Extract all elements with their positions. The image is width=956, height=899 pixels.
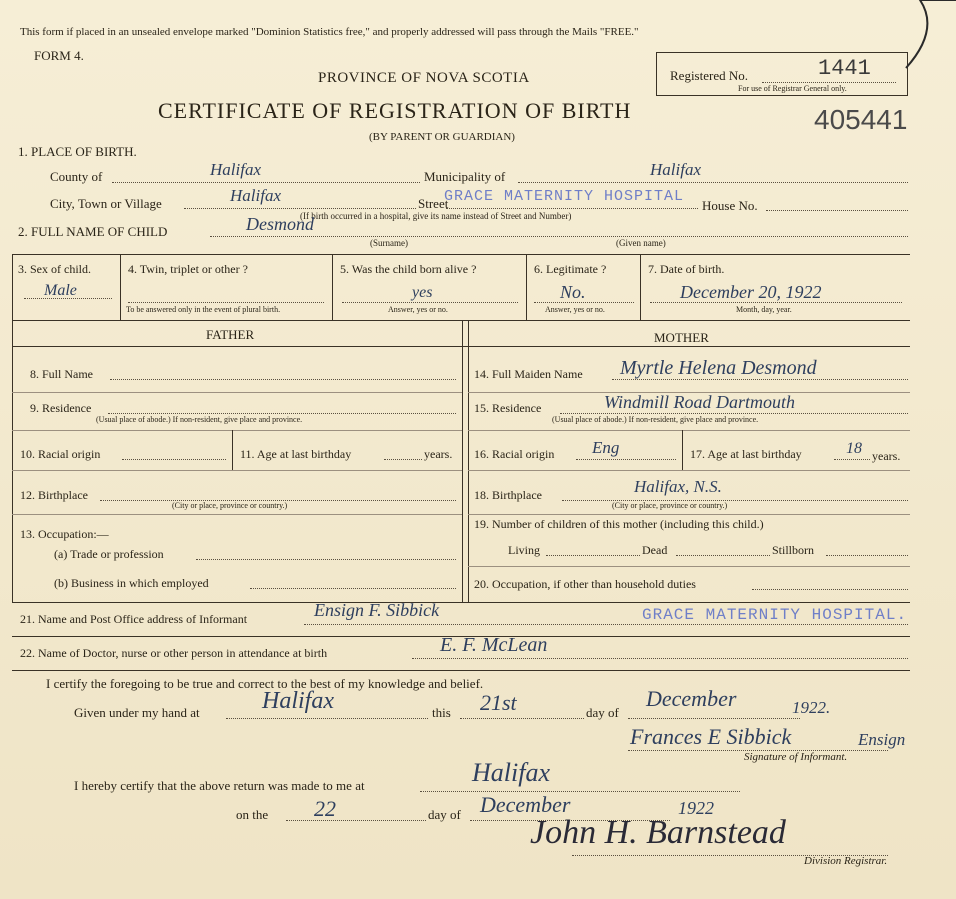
sex-label: 3. Sex of child. (18, 262, 91, 276)
on-the-label: on the (236, 807, 269, 822)
registrar-year-value: 1922 (678, 798, 714, 818)
father-years: years. (424, 447, 453, 461)
mother-birthplace-value: Halifax, N.S. (634, 477, 722, 496)
street-stamp: GRACE MATERNITY HOSPITAL (444, 188, 685, 205)
given-label: Given under my hand at (74, 705, 200, 720)
registrar-place-value: Halifax (472, 758, 550, 787)
mother-birthplace-label: 18. Birthplace (474, 488, 542, 502)
house-label: House No. (702, 198, 758, 213)
alive-label: 5. Was the child born alive ? (340, 262, 477, 276)
certify-statement: I certify the foregoing to be true and correct to the best of my knowledge and belief. (46, 676, 484, 691)
informant-signature: Frances E Sibbick (630, 724, 792, 749)
page-title: CERTIFICATE OF REGISTRATION OF BIRTH (158, 98, 632, 123)
sex-value: Male (44, 282, 77, 299)
registrar-month-value: December (480, 792, 571, 817)
mother-racial-value: Eng (592, 438, 620, 457)
registrar-statement: I hereby certify that the above return was made to me at (74, 778, 365, 793)
mother-children-label: 19. Number of children of this mother (including this child.) (474, 517, 764, 531)
mother-racial-label: 16. Racial origin (474, 447, 555, 461)
mother-name-label: 14. Full Maiden Name (474, 367, 583, 381)
father-birthplace-note: (City or place, province or country.) (172, 501, 288, 510)
municipality-value: Halifax (650, 160, 701, 179)
dob-label: 7. Date of birth. (648, 262, 725, 276)
given-year-value: 1922. (792, 698, 831, 717)
city-label: City, Town or Village (50, 196, 162, 211)
stamp-number: 405441 (814, 104, 908, 135)
twin-note: To be answered only in the event of plural birth. (126, 305, 281, 314)
twin-label: 4. Twin, triplet or other ? (128, 262, 248, 276)
child-name-label: 2. FULL NAME OF CHILD (18, 224, 168, 239)
mother-age-label: 17. Age at last birthday (690, 447, 802, 461)
mother-residence-value: Windmill Road Dartmouth (604, 392, 796, 412)
father-age-label: 11. Age at last birthday (240, 447, 352, 461)
alive-note: Answer, yes or no. (388, 305, 448, 314)
father-birthplace-label: 12. Birthplace (20, 488, 88, 502)
alive-value: yes (412, 284, 433, 301)
mother-years: years. (872, 449, 901, 463)
province-heading: PROVINCE OF NOVA SCOTIA (318, 70, 530, 86)
county-value: Halifax (210, 160, 261, 179)
doctor-label: 22. Name of Doctor, nurse or other person in attendance at birth (20, 646, 328, 660)
this-label: this (432, 705, 451, 720)
mother-birthplace-note: (City or place, province or country.) (612, 501, 728, 510)
mail-notice: This form if placed in an unsealed envelope marked "Dominion Statistics free," and properly addressed will pass through the Mails "FREE." (20, 26, 639, 38)
registrar-use-note: For use of Registrar General only. (738, 84, 847, 93)
dob-value: December 20, 1922 (680, 282, 822, 302)
form-number: FORM 4. (34, 48, 84, 63)
dob-note: Month, day, year. (736, 305, 792, 314)
father-residence-label: 9. Residence (30, 401, 92, 415)
father-business-label: (b) Business in which employed (54, 576, 209, 590)
given-place-value: Halifax (262, 688, 334, 714)
mother-heading: MOTHER (654, 330, 709, 345)
legitimate-label: 6. Legitimate ? (534, 262, 607, 276)
registrar-day-value: 22 (314, 796, 336, 821)
father-heading: FATHER (206, 327, 255, 342)
child-surname-value: Desmond (246, 214, 314, 234)
given-day-of-label: day of (586, 705, 619, 720)
doctor-value: E. F. McLean (440, 634, 548, 656)
father-occupation-label: 13. Occupation:— (20, 527, 109, 541)
county-label: County of (50, 169, 103, 184)
father-name-label: 8. Full Name (30, 367, 93, 381)
father-racial-label: 10. Racial origin (20, 447, 101, 461)
given-month-value: December (646, 686, 737, 711)
given-name-caption: (Given name) (616, 238, 666, 248)
registered-label: Registered No. (670, 68, 748, 83)
informant-value: Ensign F. Sibbick (314, 600, 440, 620)
mother-residence-note: (Usual place of abode.) If non-resident, give place and province. (552, 415, 759, 424)
mother-name-value: Myrtle Helena Desmond (620, 357, 817, 379)
mother-occupation-label: 20. Occupation, if other than household duties (474, 577, 696, 591)
page-subtitle: (BY PARENT OR GUARDIAN) (369, 131, 515, 143)
informant-signature-caption: Signature of Informant. (744, 751, 848, 763)
informant-stamp: GRACE MATERNITY HOSPITAL. (642, 606, 908, 624)
registrar-day-of-label: day of (428, 807, 461, 822)
father-trade-label: (a) Trade or profession (54, 547, 164, 561)
registered-number: 1441 (818, 56, 871, 81)
stillborn-label: Stillborn (772, 543, 815, 557)
mother-residence-label: 15. Residence (474, 401, 542, 415)
informant-title: Ensign (858, 730, 906, 749)
dead-label: Dead (642, 543, 668, 557)
place-of-birth-label: 1. PLACE OF BIRTH. (18, 144, 137, 159)
hospital-note: (If birth occurred in a hospital, give its name instead of Street and Number) (300, 211, 572, 221)
informant-label: 21. Name and Post Office address of Informant (20, 612, 248, 626)
registrar-signature: John H. Barnstead (530, 814, 786, 851)
father-residence-note: (Usual place of abode.) If non-resident, give place and province. (96, 415, 303, 424)
given-day-value: 21st (480, 690, 517, 715)
municipality-label: Municipality of (424, 169, 506, 184)
street-label: Street (418, 196, 449, 211)
city-value: Halifax (230, 186, 281, 205)
living-label: Living (508, 543, 540, 557)
mother-age-value: 18 (846, 440, 862, 457)
surname-caption: (Surname) (370, 238, 408, 248)
legitimate-note: Answer, yes or no. (545, 305, 605, 314)
legitimate-value: No. (560, 282, 586, 302)
corner-fold-icon (900, 0, 956, 70)
registrar-caption: Division Registrar. (804, 855, 888, 867)
